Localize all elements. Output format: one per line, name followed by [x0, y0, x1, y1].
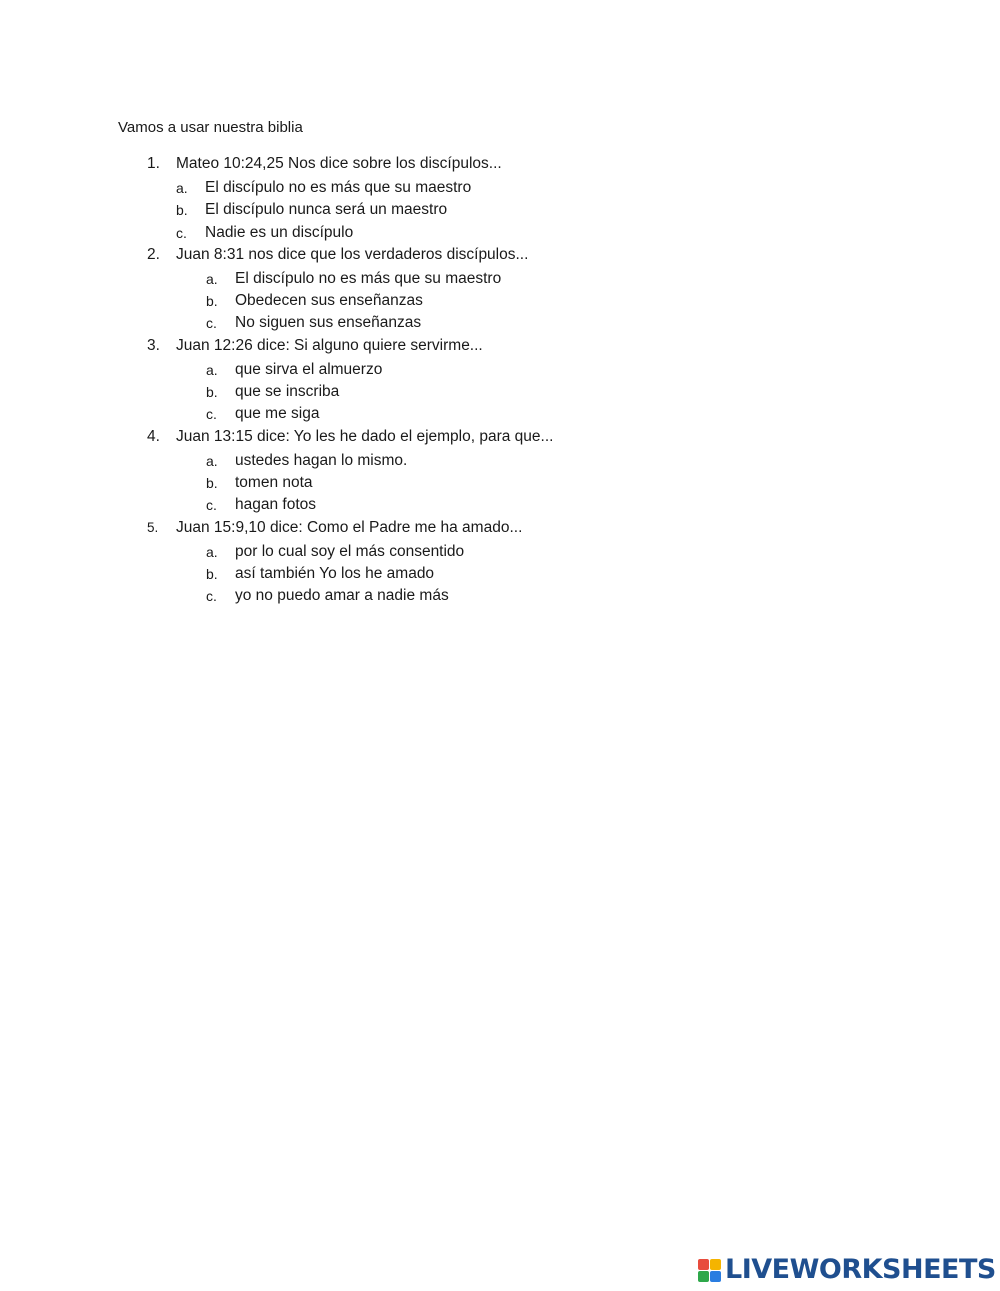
question-number: 5. [147, 519, 159, 535]
option-item[interactable] [0, 312, 900, 334]
question-number: 2. [147, 245, 160, 263]
question-text: Juan 15:9,10 dice: Como el Padre me ha amado... [176, 518, 523, 536]
option-text: que sirva el almuerzo [235, 360, 383, 378]
question-4 [0, 426, 900, 517]
liveworksheets-logo [698, 1255, 996, 1285]
option-text: No siguen sus enseñanzas [235, 314, 422, 332]
option-list [0, 268, 900, 335]
question-3 [0, 335, 900, 426]
option-text: así también Yo los he amado [235, 564, 435, 582]
option-item[interactable] [0, 472, 900, 494]
option-item[interactable] [0, 199, 900, 221]
option-list [0, 450, 900, 517]
option-text: que me siga [235, 405, 320, 423]
option-item[interactable] [0, 381, 900, 403]
option-text: El discípulo nunca será un maestro [205, 201, 448, 219]
option-letter: a. [176, 180, 188, 196]
option-letter: b. [206, 384, 218, 401]
option-letter: a. [206, 361, 218, 378]
option-item[interactable] [0, 585, 900, 607]
option-letter: b. [206, 293, 218, 310]
option-letter: c. [206, 588, 217, 605]
option-letter: c. [206, 497, 217, 514]
question-text: Juan 13:15 dice: Yo les he dado el ejemplo, para que... [176, 427, 554, 445]
question-1 [0, 153, 900, 244]
option-letter: b. [176, 202, 188, 219]
option-letter: c. [206, 315, 217, 332]
option-item[interactable] [0, 268, 900, 290]
option-text: Nadie es un discípulo [205, 223, 354, 241]
option-letter: b. [206, 474, 218, 491]
option-item[interactable] [0, 563, 900, 585]
question-number: 4. [147, 427, 160, 445]
question-2 [0, 244, 900, 335]
option-text: hagan fotos [235, 496, 317, 514]
option-list [0, 541, 900, 608]
option-item[interactable] [0, 450, 900, 472]
option-item[interactable] [0, 359, 900, 381]
option-letter: a. [206, 270, 218, 287]
question-text: Juan 8:31 nos dice que los verdaderos discípulos... [176, 245, 529, 263]
question-list [0, 153, 900, 607]
option-text: que se inscriba [235, 383, 340, 401]
logo-wordmark: LIVEWORKSHEETS [725, 1254, 996, 1285]
option-letter: a. [206, 452, 218, 469]
option-item[interactable] [0, 494, 900, 516]
logo-mark-icon [698, 1259, 721, 1282]
option-item[interactable] [0, 403, 900, 425]
option-item[interactable] [0, 541, 900, 563]
option-text: Obedecen sus enseñanzas [235, 292, 423, 310]
option-list [0, 177, 900, 244]
option-text: por lo cual soy el más consentido [235, 542, 465, 560]
option-letter: c. [176, 224, 187, 241]
question-number: 3. [147, 336, 160, 354]
option-text: El discípulo no es más que su maestro [205, 179, 472, 196]
option-text: tomen nota [235, 473, 313, 491]
option-letter: b. [206, 565, 218, 582]
worksheet-intro: Vamos a usar nuestra biblia [118, 119, 303, 136]
question-5 [0, 517, 900, 608]
question-number: 1. [147, 155, 160, 172]
option-item[interactable] [0, 177, 900, 199]
question-text: Mateo 10:24,25 Nos dice sobre los discípulos... [176, 155, 502, 172]
question-text: Juan 12:26 dice: Si alguno quiere servirme... [176, 336, 483, 354]
option-text: yo no puedo amar a nadie más [235, 587, 449, 605]
option-item[interactable] [0, 290, 900, 312]
option-letter: a. [206, 543, 218, 560]
option-text: ustedes hagan lo mismo. [235, 451, 408, 469]
option-text: El discípulo no es más que su maestro [235, 269, 502, 287]
option-letter: c. [206, 406, 217, 423]
option-item[interactable] [0, 222, 900, 244]
option-list [0, 359, 900, 426]
